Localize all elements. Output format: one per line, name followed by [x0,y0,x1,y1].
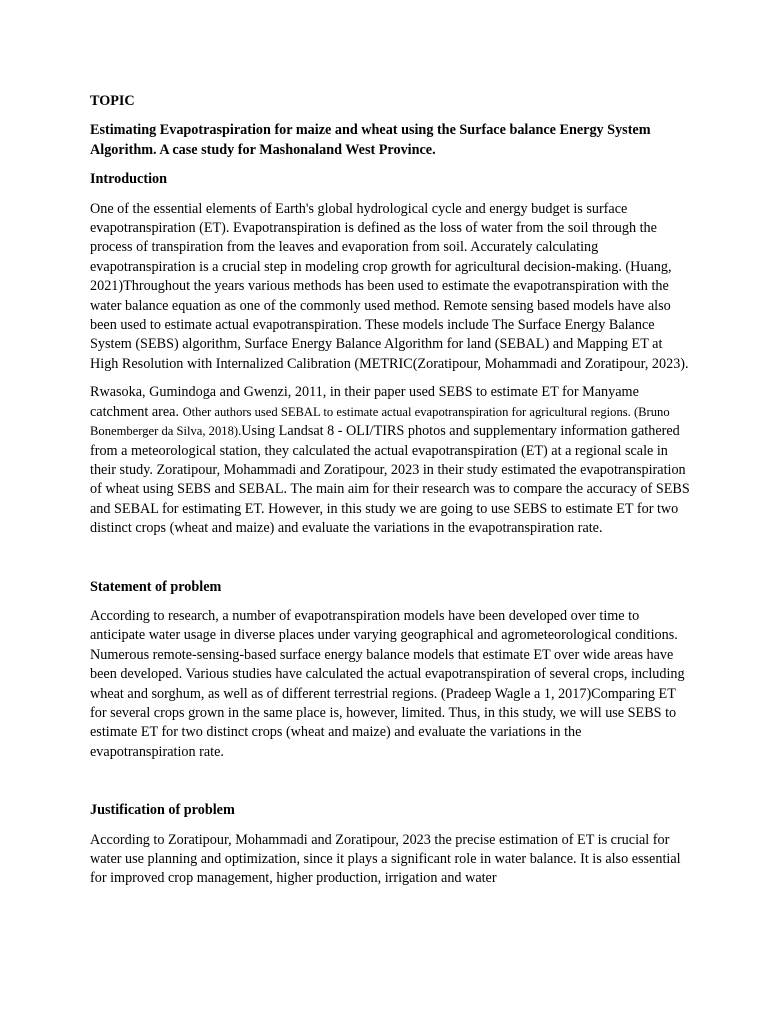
justification-paragraph: According to Zoratipour, Mohammadi and Zoratipour, 2023 the precise estimation of ET is crucial for water use planning and optimization, since it plays a significant role in water balance. It is also essential for improved crop management, higher production, irrigation and water [90,831,681,887]
paragraph-2-part-1: Rwasoka, Gumindoga and Gwenzi, 2011, in their paper used SEBS to estimate ET for Manyame catchment area. [90,384,639,420]
introduction-paragraph-2 [90,383,690,538]
introduction-paragraph-1: One of the essential elements of Earth's global hydrological cycle and energy budget is surface evapotranspiration (ET). Evapotranspiration is defined as the loss of water from the soil through the process of transpiration from the leaves and evaporation from soil. Accurately calculating evapotranspiration is a crucial step in modeling crop growth for agricultural decision-making. (Huang, 2021)Throughout the years various methods has been used to estimate the evapotranspiration with the water balance equation as one of the commonly used method. Remote sensing based models have also been used to estimate actual evapotranspiration. These models include The Surface Energy Balance System (SEBS) algorithm, Surface Energy Balance Algorithm for land (SEBAL) and Mapping ET at High Resolution with Internalized Calibration (METRIC(Zoratipour, Mohammadi and Zoratipour, 2023). [90,200,689,372]
introduction-heading: Introduction [90,171,167,188]
paragraph-2-part-2: Other authors used SEBAL to estimate actual evapotranspiration for agricultural regions. (Bruno Bonemberger da Silva, 2018). [90,404,670,439]
document-body [90,92,690,889]
justification-heading: Justification of problem [90,802,235,819]
paragraph-2-part-3: Using Landsat 8 - OLI/TIRS photos and supplementary information gathered from a meteorological station, they calculated the actual evapotranspiration (ET) at a regional scale in their study. Zoratipour, Mohammadi and Zoratipour, 2023 in their study estimated the evapotranspiration of wheat using SEBS and SEBAL. The main aim for their research was to compare the accuracy of SEBS and SEBAL for estimating ET. However, in this study we are going to use SEBS to estimate ET for two distinct crops (wheat and maize) and evaluate the variations in the evapotranspiration rate. [90,423,690,537]
statement-heading: Statement of problem [90,578,222,595]
statement-paragraph: According to research, a number of evapotranspiration models have been developed over time to anticipate water usage in diverse places under varying geographical and agrometeorological conditions. Numerous remote-sensing-based surface energy balance models that estimate ET over wide areas have been developed. Various studies have calculated the actual evapotranspiration of several crops, including wheat and sorghum, as well as of different terrestrial regions. (Pradeep Wagle a 1, 2017)Comparing ET for several crops grown in the same place is, however, limited. Thus, in this study, we will use SEBS to estimate ET for two distinct crops (wheat and maize) and evaluate the variations in the evapotranspiration rate. [90,607,685,760]
document-title: Estimating Evapotraspiration for maize and wheat using the Surface balance Energy System Algorithm. A case study for Mashonaland West Province. [90,122,651,158]
topic-label: TOPIC [90,93,135,109]
